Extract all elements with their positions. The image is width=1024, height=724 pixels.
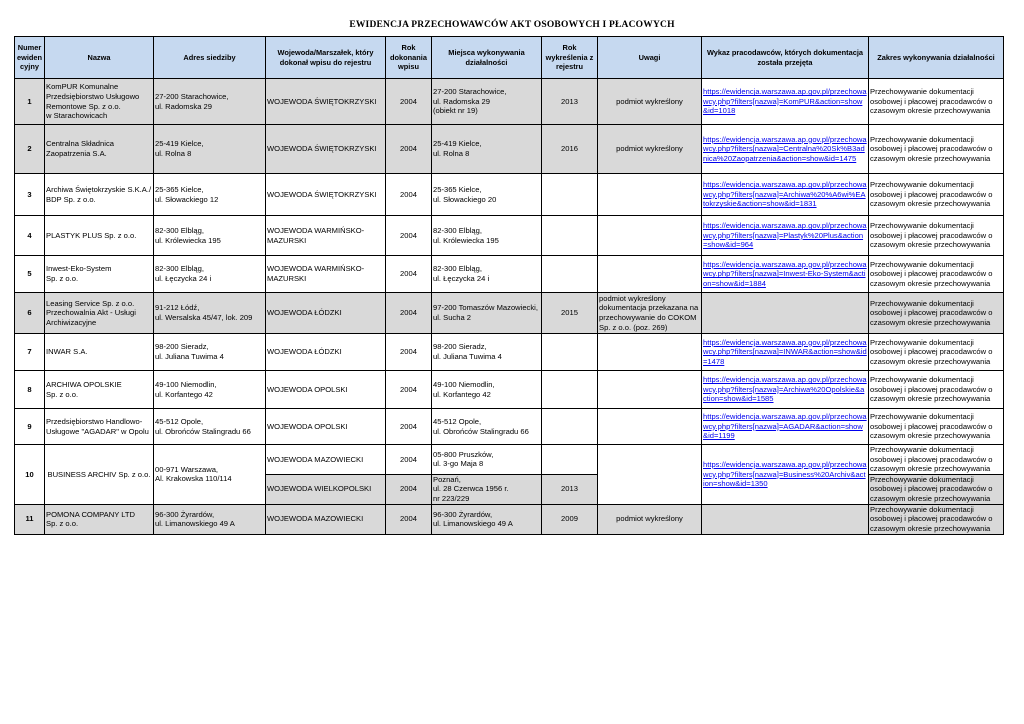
row-year-entry: 2004 (386, 409, 432, 445)
row-num: 11 (15, 504, 45, 534)
row-year-entry: 2004 (386, 256, 432, 293)
row-notes: podmiot wykreślony (598, 504, 702, 534)
header-year-removal: Rok wykreślenia z rejestru (542, 37, 598, 79)
row-employers-link-cell (702, 293, 869, 334)
row-name: Archiwa Świętokrzyskie S.K.A./ BDP Sp. z o.o. (45, 174, 154, 216)
row-employers-link-cell (702, 174, 869, 216)
row-place: 27-200 Starachowice, ul. Radomska 29 (obiekt nr 19) (432, 79, 542, 125)
row-address: 27-200 Starachowice, ul. Radomska 29 (154, 79, 266, 125)
row-address: 82-300 Elbląg, ul. Łęczycka 24 i (154, 256, 266, 293)
row-address: 98-200 Sieradz, ul. Juliana Tuwima 4 (154, 334, 266, 371)
row-scope: Przechowywanie dokumentacji osobowej i płacowej pracodawców o czasowym okresie przechowywania (869, 409, 1004, 445)
row-year-entry: 2004 (386, 125, 432, 174)
row-year-removal (542, 216, 598, 256)
header-notes: Uwagi (598, 37, 702, 79)
row-notes: podmiot wykreślony (598, 125, 702, 174)
row-notes (598, 174, 702, 216)
row-notes: podmiot wykreślony dokumentacja przekazana na przechowywanie do COKOM Sp. z o.o. (poz. 269) (598, 293, 702, 334)
row-notes (598, 445, 702, 505)
row-voivode: WOJEWODA ŚWIĘTOKRZYSKI (266, 125, 386, 174)
row-notes: podmiot wykreślony (598, 79, 702, 125)
employers-link[interactable]: https://ewidencja.warszawa.ap.gov.pl/przechowawcy.php?filters[nazwa]=AGADAR&action=show&id=1199 (703, 412, 867, 441)
row-year-removal: 2015 (542, 293, 598, 334)
row-voivode: WOJEWODA WARMIŃSKO- MAZURSKI (266, 256, 386, 293)
table-row (15, 504, 1004, 534)
row-year-entry: 2004 (386, 334, 432, 371)
row-name: BUSINESS ARCHIV Sp. z o.o. (45, 445, 154, 505)
row-year-entry: 2004 (386, 174, 432, 216)
table-row (15, 293, 1004, 334)
row-year-entry: 2004 (386, 445, 432, 475)
row-scope: Przechowywanie dokumentacji osobowej i płacowej pracodawców o czasowym okresie przechowywania (869, 79, 1004, 125)
employers-link[interactable]: https://ewidencja.warszawa.ap.gov.pl/przechowawcy.php?filters[nazwa]=Inwest-Eko-System&action=show&id=1884 (703, 259, 867, 288)
row-place: 49-100 Niemodlin, ul. Korfantego 42 (432, 371, 542, 409)
register-table (14, 36, 1004, 535)
row-voivode: WOJEWODA ŚWIĘTOKRZYSKI (266, 79, 386, 125)
row-name: Centralna Składnica Zaopatrzenia S.A. (45, 125, 154, 174)
row-year-removal (542, 174, 598, 216)
row-address: 00-971 Warszawa, Al. Krakowska 110/114 (154, 445, 266, 505)
row-notes (598, 256, 702, 293)
row-year-entry: 2004 (386, 371, 432, 409)
row-employers-link-cell (702, 216, 869, 256)
row-voivode: WOJEWODA WARMIŃSKO- MAZURSKI (266, 216, 386, 256)
row-place: 25-365 Kielce, ul. Słowackiego 20 (432, 174, 542, 216)
row-num: 6 (15, 293, 45, 334)
row-place: 82-300 Elbląg, ul. Królewiecka 195 (432, 216, 542, 256)
row-scope: Przechowywanie dokumentacji osobowej i płacowej pracodawców o czasowym okresie przechowywania (869, 504, 1004, 534)
row-scope: Przechowywanie dokumentacji osobowej i płacowej pracodawców o czasowym okresie przechowywania (869, 371, 1004, 409)
header-voivode: Wojewoda/Marszałek, który dokonał wpisu do rejestru (266, 37, 386, 79)
row-num: 10 (15, 445, 45, 505)
row-place: Poznań, ul. 28 Czerwca 1956 r. nr 223/229 (432, 474, 542, 504)
header-scope: Zakres wykonywania działalności (869, 37, 1004, 79)
employers-link[interactable]: https://ewidencja.warszawa.ap.gov.pl/przechowawcy.php?filters[nazwa]=Plastyk%20Plus&action=show&id=964 (703, 221, 867, 250)
row-voivode: WOJEWODA OPOLSKI (266, 409, 386, 445)
row-voivode: WOJEWODA WIELKOPOLSKI (266, 474, 386, 504)
row-name: INWAR S.A. (45, 334, 154, 371)
row-notes (598, 216, 702, 256)
table-row (15, 174, 1004, 216)
row-employers-link-cell (702, 256, 869, 293)
row-notes (598, 334, 702, 371)
row-scope: Przechowywanie dokumentacji osobowej i płacowej pracodawców o czasowym okresie przechowywania (869, 474, 1004, 504)
row-place: 25-419 Kielce, ul. Rolna 8 (432, 125, 542, 174)
row-year-removal (542, 334, 598, 371)
row-name: ARCHIWA OPOLSKIE Sp. z o.o. (45, 371, 154, 409)
row-year-entry: 2004 (386, 293, 432, 334)
row-employers-link-cell (702, 79, 869, 125)
header-row (15, 37, 1004, 79)
row-employers-link-cell (702, 409, 869, 445)
row-employers-link-cell (702, 504, 869, 534)
row-year-removal: 2009 (542, 504, 598, 534)
row-address: 91-212 Łódź, ul. Wersalska 45/47, lok. 209 (154, 293, 266, 334)
row-address: 96-300 Żyrardów, ul. Limanowskiego 49 A (154, 504, 266, 534)
employers-link[interactable]: https://ewidencja.warszawa.ap.gov.pl/przechowawcy.php?filters[nazwa]=Business%20Archiv&action=show&id=1350 (703, 460, 867, 489)
table-row (15, 256, 1004, 293)
row-year-removal (542, 409, 598, 445)
table-row (15, 125, 1004, 174)
row-num: 9 (15, 409, 45, 445)
header-place: Miejsca wykonywania działalności (432, 37, 542, 79)
header-year-entry: Rok dokonania wpisu (386, 37, 432, 79)
row-voivode: WOJEWODA ŁÓDZKI (266, 293, 386, 334)
row-name: PLASTYK PLUS Sp. z o.o. (45, 216, 154, 256)
row-place: 98-200 Sieradz, ul. Juliana Tuwima 4 (432, 334, 542, 371)
table-row (15, 371, 1004, 409)
row-scope: Przechowywanie dokumentacji osobowej i płacowej pracodawców o czasowym okresie przechowywania (869, 174, 1004, 216)
row-voivode: WOJEWODA ŁÓDZKI (266, 334, 386, 371)
row-voivode: WOJEWODA MAZOWIECKI (266, 445, 386, 475)
header-employers: Wykaz pracodawców, których dokumentacja została przejęta (702, 37, 869, 79)
row-year-removal: 2013 (542, 79, 598, 125)
row-scope: Przechowywanie dokumentacji osobowej i płacowej pracodawców o czasowym okresie przechowywania (869, 293, 1004, 334)
header-num: Numer ewiden cyjny (15, 37, 45, 79)
header-address: Adres siedziby (154, 37, 266, 79)
row-address: 25-419 Kielce, ul. Rolna 8 (154, 125, 266, 174)
employers-link[interactable]: https://ewidencja.warszawa.ap.gov.pl/przechowawcy.php?filters[nazwa]=Archiwa%20%A6wi%EAtokrzyskie&action=show&id=1831 (703, 180, 867, 209)
row-year-entry: 2004 (386, 79, 432, 125)
row-num: 5 (15, 256, 45, 293)
row-name: KomPUR Komunalne Przedsiębiorstwo Usługowo Remontowe Sp. z o.o. w Starachowicach (45, 79, 154, 125)
employers-link[interactable]: https://ewidencja.warszawa.ap.gov.pl/przechowawcy.php?filters[nazwa]=Archiwa%20Opolskie&action=show&id=1585 (703, 375, 867, 404)
table-row (15, 79, 1004, 125)
row-address: 82-300 Elbląg, ul. Królewiecka 195 (154, 216, 266, 256)
table-row (15, 216, 1004, 256)
row-place: 96-300 Żyrardów, ul. Limanowskiego 49 A (432, 504, 542, 534)
table-row (15, 409, 1004, 445)
row-year-entry: 2004 (386, 216, 432, 256)
row-num: 2 (15, 125, 45, 174)
row-voivode: WOJEWODA MAZOWIECKI (266, 504, 386, 534)
header-name: Nazwa (45, 37, 154, 79)
row-address: 25-365 Kielce, ul. Słowackiego 12 (154, 174, 266, 216)
row-employers-link-cell (702, 445, 869, 505)
row-voivode: WOJEWODA OPOLSKI (266, 371, 386, 409)
row-scope: Przechowywanie dokumentacji osobowej i płacowej pracodawców o czasowym okresie przechowywania (869, 216, 1004, 256)
table-row (15, 445, 1004, 475)
row-employers-link-cell (702, 371, 869, 409)
row-voivode: WOJEWODA ŚWIĘTOKRZYSKI (266, 174, 386, 216)
row-name: POMONA COMPANY LTD Sp. z o.o. (45, 504, 154, 534)
row-name: Przedsiębiorstwo Handlowo- Usługowe "AGADAR" w Opolu (45, 409, 154, 445)
row-place: 82-300 Elbląg, ul. Łęczycka 24 i (432, 256, 542, 293)
row-year-removal: 2013 (542, 474, 598, 504)
document-title: EWIDENCJA PRZECHOWAWCÓW AKT OSOBOWYCH I PŁACOWYCH (349, 20, 675, 30)
row-employers-link-cell (702, 125, 869, 174)
row-year-entry: 2004 (386, 474, 432, 504)
row-name: Leasing Service Sp. z o.o. Przechowalnia Akt - Usługi Archiwizacyjne (45, 293, 154, 334)
row-address: 49-100 Niemodlin, ul. Korfantego 42 (154, 371, 266, 409)
row-place: 05-800 Pruszków, ul. 3-go Maja 8 (432, 445, 542, 475)
row-place: 97-200 Tomaszów Mazowiecki, ul. Sucha 2 (432, 293, 542, 334)
row-num: 4 (15, 216, 45, 256)
row-employers-link-cell (702, 334, 869, 371)
row-year-entry: 2004 (386, 504, 432, 534)
row-scope: Przechowywanie dokumentacji osobowej i płacowej pracodawców o czasowym okresie przechowywania (869, 256, 1004, 293)
row-year-removal (542, 256, 598, 293)
row-name: Inwest-Eko-System Sp. z o.o. (45, 256, 154, 293)
row-year-removal (542, 371, 598, 409)
table-row (15, 334, 1004, 371)
row-scope: Przechowywanie dokumentacji osobowej i płacowej pracodawców o czasowym okresie przechowywania (869, 334, 1004, 371)
row-num: 1 (15, 79, 45, 125)
row-year-removal: 2016 (542, 125, 598, 174)
row-address: 45-512 Opole, ul. Obrońców Stalingradu 66 (154, 409, 266, 445)
row-place: 45-512 Opole, ul. Obrońców Stalingradu 66 (432, 409, 542, 445)
row-notes (598, 409, 702, 445)
row-scope: Przechowywanie dokumentacji osobowej i płacowej pracodawców o czasowym okresie przechowywania (869, 125, 1004, 174)
employers-link[interactable]: https://ewidencja.warszawa.ap.gov.pl/przechowawcy.php?filters[nazwa]=INWAR&action=show&id=1478 (703, 337, 867, 366)
row-notes (598, 371, 702, 409)
row-num: 3 (15, 174, 45, 216)
row-scope: Przechowywanie dokumentacji osobowej i płacowej pracodawców o czasowym okresie przechowywania (869, 445, 1004, 475)
row-num: 8 (15, 371, 45, 409)
row-num: 7 (15, 334, 45, 371)
employers-link[interactable]: https://ewidencja.warszawa.ap.gov.pl/przechowawcy.php?filters[nazwa]=Centralna%20Sk%B3adnica%20Zaopatrzenia&action=show&id=1475 (703, 134, 867, 163)
row-year-removal (542, 445, 598, 475)
employers-link[interactable]: https://ewidencja.warszawa.ap.gov.pl/przechowawcy.php?filters[nazwa]=KomPUR&action=show&id=1018 (703, 87, 867, 116)
